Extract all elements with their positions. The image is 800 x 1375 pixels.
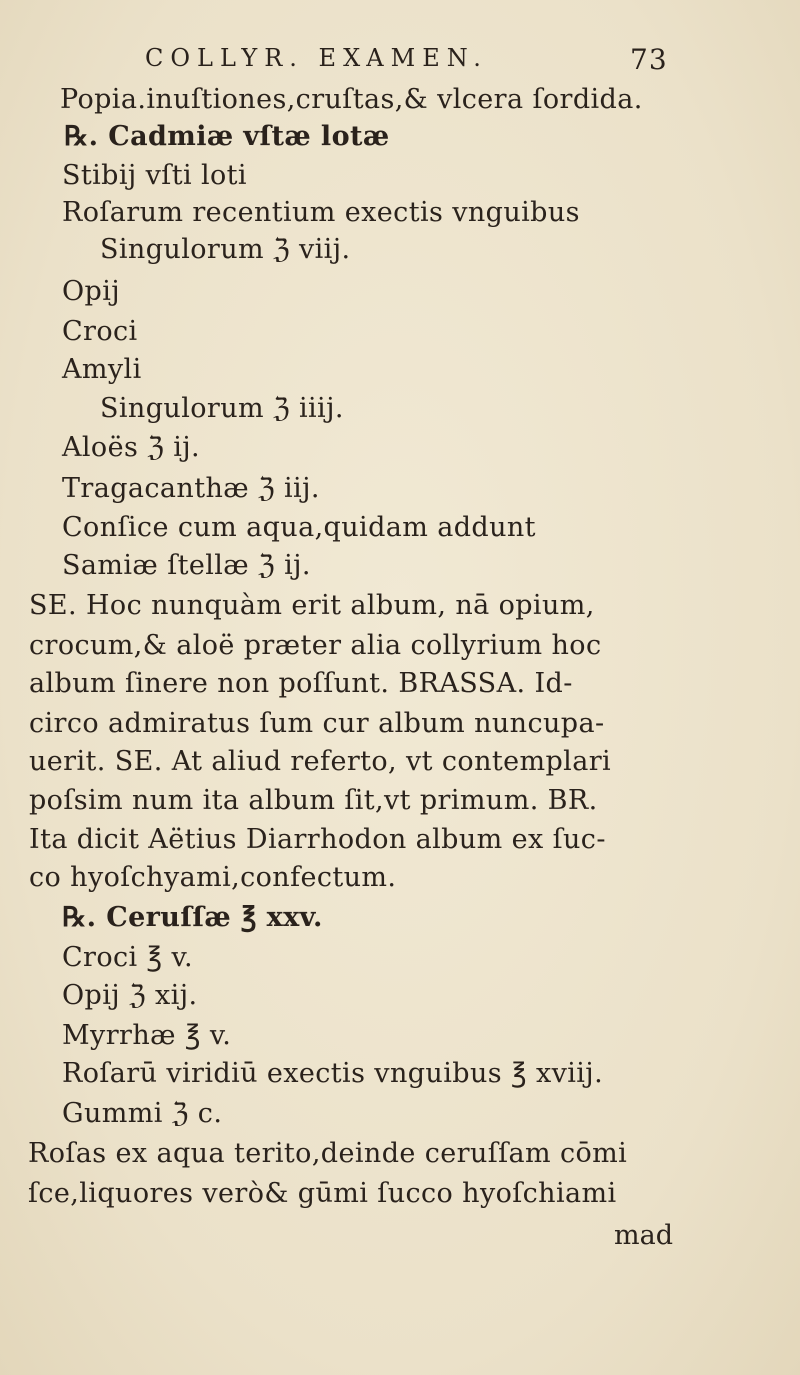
text-line: co hyoſchyami,confectum. [29, 862, 397, 893]
text-line: poſsim num ita album ſit,vt primum. BR. [29, 785, 598, 816]
text-line: ℞. Ceruſſæ ℥ xxv. [62, 902, 323, 933]
text-line: ℞. Cadmiæ vſtæ lotæ [64, 121, 390, 152]
text-line: Gummi ℨ c. [62, 1098, 223, 1129]
text-line: album ſinere non poſſunt. BRASSA. Id- [29, 668, 573, 699]
text-line: Croci [62, 316, 138, 347]
text-line: Ita dicit Aëtius Diarrhodon album ex ſuc- [29, 824, 606, 855]
text-line: Amyli [62, 354, 142, 385]
text-line: Roſas ex aqua terito,deinde ceruſſam cōmi [28, 1138, 628, 1169]
text-line: Myrrhæ ℥ v. [62, 1020, 232, 1051]
catchword: mad [614, 1220, 673, 1251]
text-line: Stibij vſti loti [62, 160, 247, 191]
text-line: Roſarū viridiū exectis vnguibus ℥ xviij. [62, 1058, 604, 1089]
text-line: Roſarum recentium exectis vnguibus [62, 197, 580, 228]
page-number: 73 [630, 43, 668, 76]
text-line: ſce,liquores verò& gūmi ſucco hyoſchiami [28, 1178, 617, 1209]
text-line: Conſice cum aqua,quidam addunt [62, 512, 536, 543]
text-line: uerit. SE. At aliud referto, vt contemplari [29, 746, 612, 777]
text-line: Samiæ ſtellæ ℨ ij. [62, 550, 311, 581]
text-line: Opij [62, 276, 121, 307]
text-line: Singulorum ℨ iiij. [100, 393, 344, 424]
text-line: Aloës ℨ ij. [62, 432, 201, 463]
text-line: Popia.inuſtiones,cruſtas,& vlcera ſordida. [60, 84, 643, 115]
text-line: Opij ℨ xij. [62, 980, 198, 1011]
running-title: COLLYR. EXAMEN. [145, 44, 488, 72]
text-line: crocum,& aloë præter alia collyrium hoc [29, 630, 602, 661]
text-line: Croci ℥ v. [62, 942, 193, 973]
text-line: SE. Hoc nunquàm erit album, nā opium, [29, 590, 595, 621]
text-line: Tragacanthæ ℨ iij. [62, 473, 320, 504]
text-line: circo admiratus ſum cur album nuncupa- [29, 708, 605, 739]
text-line: Singulorum ℨ viij. [100, 234, 351, 265]
